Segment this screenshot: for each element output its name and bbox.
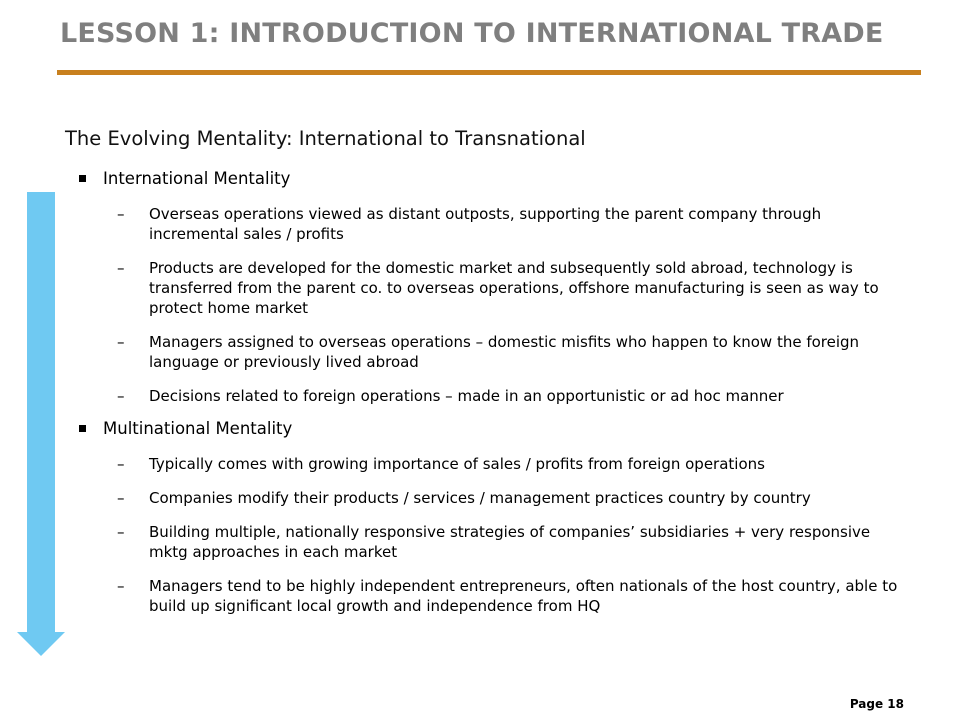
bullet-heading: Multinational Mentality — [103, 419, 293, 438]
dash-icon: – — [117, 333, 125, 351]
list-item — [75, 332, 925, 372]
list-item-text: Overseas operations viewed as distant outposts, supporting the parent company through incremental sales / profits — [149, 205, 822, 243]
slide-body — [75, 168, 925, 630]
dash-icon: – — [117, 387, 125, 405]
list-item — [75, 386, 925, 406]
dash-icon: – — [117, 259, 125, 277]
list-item — [75, 488, 925, 508]
square-bullet-icon — [79, 175, 86, 182]
list-item-text: Managers tend to be highly independent entrepreneurs, often nationals of the host country, able to build up significant local growth and independence from HQ — [149, 577, 898, 615]
slide-subtitle: The Evolving Mentality: International to Transnational — [65, 127, 586, 150]
square-bullet-icon — [79, 425, 86, 432]
dash-icon: – — [117, 523, 125, 541]
list-item — [75, 522, 925, 562]
list-item-text: Building multiple, nationally responsive strategies of companies’ subsidiaries + very responsive mktg approaches in each market — [149, 523, 871, 561]
bullet-international-mentality — [75, 168, 925, 190]
down-arrow-icon — [17, 192, 65, 656]
list-item — [75, 204, 925, 244]
bullet-multinational-mentality — [75, 418, 925, 440]
dash-icon: – — [117, 489, 125, 507]
list-item — [75, 454, 925, 474]
slide-title: LESSON 1: INTRODUCTION TO INTERNATIONAL TRADE — [60, 18, 884, 49]
list-item-text: Decisions related to foreign operations – made in an opportunistic or ad hoc manner — [149, 387, 784, 405]
dash-icon: – — [117, 205, 125, 223]
list-item-text: Companies modify their products / services / management practices country by country — [149, 489, 811, 507]
list-item — [75, 258, 925, 318]
dash-icon: – — [117, 577, 125, 595]
dash-icon: – — [117, 455, 125, 473]
list-item-text: Typically comes with growing importance of sales / profits from foreign operations — [149, 455, 765, 473]
title-divider — [57, 70, 921, 75]
bullet-heading: International Mentality — [103, 169, 291, 188]
list-item-text: Managers assigned to overseas operations – domestic misfits who happen to know the foreign language or previously lived abroad — [149, 333, 860, 371]
list-item — [75, 576, 925, 616]
page-number: Page 18 — [849, 697, 904, 711]
list-item-text: Products are developed for the domestic market and subsequently sold abroad, technology is transferred from the parent co. to overseas operations, offshore manufacturing is seen as way to protect home market — [149, 259, 879, 317]
